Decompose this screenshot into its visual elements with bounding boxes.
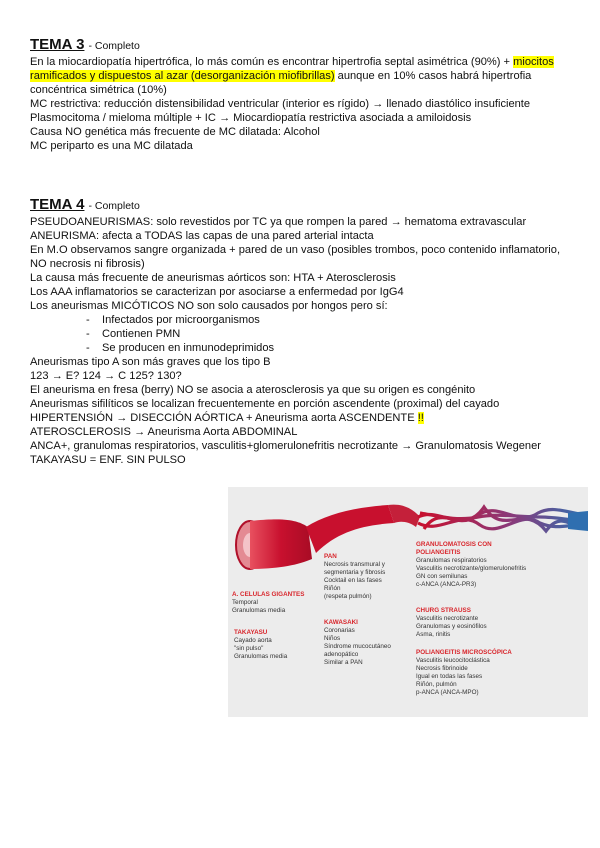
caption-block bbox=[324, 619, 391, 667]
tema3-line-7: MC periparto es una MC dilatada bbox=[30, 140, 193, 152]
tema4-line: Aneurismas sifilíticos se localizan frecuentemente en porción ascendente (proximal) del cayado bbox=[30, 398, 500, 410]
tema4-line: Los AAA inflamatorios se caracterizan por asociarse a enfermedad por IgG4 bbox=[30, 286, 404, 298]
tema3-heading bbox=[30, 36, 575, 55]
hta-line: HIPERTENSIÓN → DISECCIÓN AÓRTICA + Aneurisma aorta ASCENDENTE !! bbox=[30, 412, 424, 424]
caption-line: Riñón, pulmón bbox=[416, 681, 457, 688]
bullet-item: - Se producen en inmunodeprimidos bbox=[30, 341, 575, 355]
exclamation-mark: !! bbox=[417, 412, 424, 424]
tema4-line: ANEURISMA: afecta a TODAS las capas de una pared arterial intacta bbox=[30, 230, 374, 242]
tema4-line: En M.O observamos sangre organizada + pared de un vaso (posibles trombos, poco contenido inflamatorio, bbox=[30, 244, 561, 256]
caption-line: Síndrome mucocutáneo bbox=[324, 643, 391, 650]
caption-line: Granulomas y eosinófilos bbox=[416, 623, 487, 630]
caption-line: Granulomas media bbox=[234, 653, 288, 660]
caption-line: Cayado aorta bbox=[234, 637, 272, 644]
caption-line: Temporal bbox=[232, 599, 258, 606]
caption-block bbox=[324, 553, 385, 601]
tema3-line-2: ramificados y dispuestos al azar (desorganización miofibrillas) aunque en 10% casos habrá hipertrofia bbox=[30, 70, 532, 82]
small-artery bbox=[388, 505, 420, 527]
caption-block bbox=[234, 629, 287, 661]
caption-line: Necrosis fibrinoide bbox=[416, 665, 468, 672]
caption-line: p-ANCA (ANCA-MPO) bbox=[416, 689, 479, 696]
tema4-line: TAKAYASU = ENF. SIN PULSO bbox=[30, 454, 186, 466]
caption-block bbox=[416, 541, 526, 589]
large-artery bbox=[250, 519, 312, 569]
tema3-line-1: En la miocardiopatía hipertrófica, lo más común es encontrar hipertrofia septal asimétrica (90%) + miocitos bbox=[30, 56, 554, 68]
bullet-item: - Contienen PMN bbox=[30, 327, 575, 341]
tema4-status: - Completo bbox=[88, 200, 140, 212]
tema4-line: NO necrosis ni fibrosis) bbox=[30, 258, 145, 270]
caption-line: Necrosis transmural y bbox=[324, 561, 385, 568]
tema3-line-4: MC restrictiva: reducción distensibilidad ventricular (interior es rígido) → llenado diastólico insuficiente bbox=[30, 98, 531, 110]
tema3-line-3: concéntrica simétrica (10%) bbox=[30, 84, 167, 96]
tema4-heading bbox=[30, 196, 575, 215]
highlight: ramificados y dispuestos al azar (desorganización miofibrillas) bbox=[30, 70, 335, 82]
highlight: miocitos bbox=[513, 56, 554, 68]
caption-line: Granulomas respiratorios bbox=[416, 557, 487, 564]
caption-line: Cocktail en las fases bbox=[324, 577, 382, 584]
caption-heading: A. CELULAS GIGANTES bbox=[232, 591, 305, 598]
caption-heading: GRANULOMATOSIS CON POLIANGEITIS bbox=[416, 541, 492, 556]
caption-line: Granulomas media bbox=[232, 607, 286, 614]
caption-heading: CHURG STRAUSS bbox=[416, 607, 471, 614]
caption-heading: POLIANGEITIS MICROSCÓPICA bbox=[416, 649, 512, 656]
tema4-line: ANCA+, granulomas respiratorios, vasculitis+glomerulonefritis necrotizante → Granulomatosis Wegener bbox=[30, 440, 541, 452]
caption-line: Vasculitis leucocitoclástica bbox=[416, 657, 490, 664]
caption-line: "sin pulso" bbox=[234, 645, 264, 652]
tema4-line: El aneurisma en fresa (berry) NO se asocia a aterosclerosis ya que su origen es congénito bbox=[30, 384, 476, 396]
tema3-status: - Completo bbox=[88, 40, 140, 52]
caption-line: Similar a PAN bbox=[324, 659, 363, 666]
tema4-line: Los aneurismas MICÓTICOS NO son solo causados por hongos pero sí: bbox=[30, 300, 388, 312]
caption-line: Asma, rinitis bbox=[416, 631, 451, 638]
caption-block bbox=[232, 591, 304, 615]
caption-line: Igual en todas las fases bbox=[416, 673, 483, 680]
vasculitis-figure bbox=[228, 487, 588, 717]
caption-line: c-ANCA (ANCA-PR3) bbox=[416, 581, 477, 588]
tema3-title: TEMA 3 bbox=[30, 36, 85, 53]
caption-block bbox=[416, 607, 487, 639]
caption-line: Niños bbox=[324, 635, 341, 642]
tema4-line: Aneurismas tipo A son más graves que los tipo B bbox=[30, 356, 271, 368]
caption-block bbox=[416, 649, 512, 697]
tema4-line: La causa más frecuente de aneurismas aórticos son: HTA + Aterosclerosis bbox=[30, 272, 396, 284]
tema4-line: 123 → E? 124 → C 125? 130? bbox=[30, 370, 182, 382]
caption-line: GN con semilunas bbox=[416, 573, 468, 580]
caption-heading: KAWASAKI bbox=[324, 619, 358, 626]
caption-line: adenopático bbox=[324, 651, 359, 658]
caption-line: Vasculitis necrotizante bbox=[416, 615, 479, 622]
medium-artery bbox=[306, 505, 394, 553]
tema3-line-6: Causa NO genética más frecuente de MC dilatada: Alcohol bbox=[30, 126, 320, 138]
tema4-line: ATEROSCLEROSIS → Aneurisma Aorta ABDOMINAL bbox=[30, 426, 298, 438]
tema3-line-5: Plasmocitoma / mieloma múltiple + IC → Miocardiopatía restrictiva asociada a amiloidosis bbox=[30, 112, 472, 124]
document-page bbox=[30, 36, 575, 467]
caption-heading: PAN bbox=[324, 553, 337, 560]
tema4-title: TEMA 4 bbox=[30, 196, 85, 213]
caption-line: (respeta pulmón) bbox=[324, 593, 372, 600]
caption-line: Vasculitis necrotizante/glomerulonefritis bbox=[416, 565, 527, 572]
caption-line: Riñón bbox=[324, 585, 341, 592]
caption-heading: TAKAYASU bbox=[234, 629, 268, 636]
caption-line: segmentaria y fibrosis bbox=[324, 569, 386, 576]
caption-line: Coronarias bbox=[324, 627, 355, 634]
tema4-line: PSEUDOANEURISMAS: solo revestidos por TC ya que rompen la pared → hematoma extravascular bbox=[30, 216, 527, 228]
capillary-network bbox=[418, 507, 586, 531]
bullet-item: - Infectados por microorganismos bbox=[30, 313, 575, 327]
